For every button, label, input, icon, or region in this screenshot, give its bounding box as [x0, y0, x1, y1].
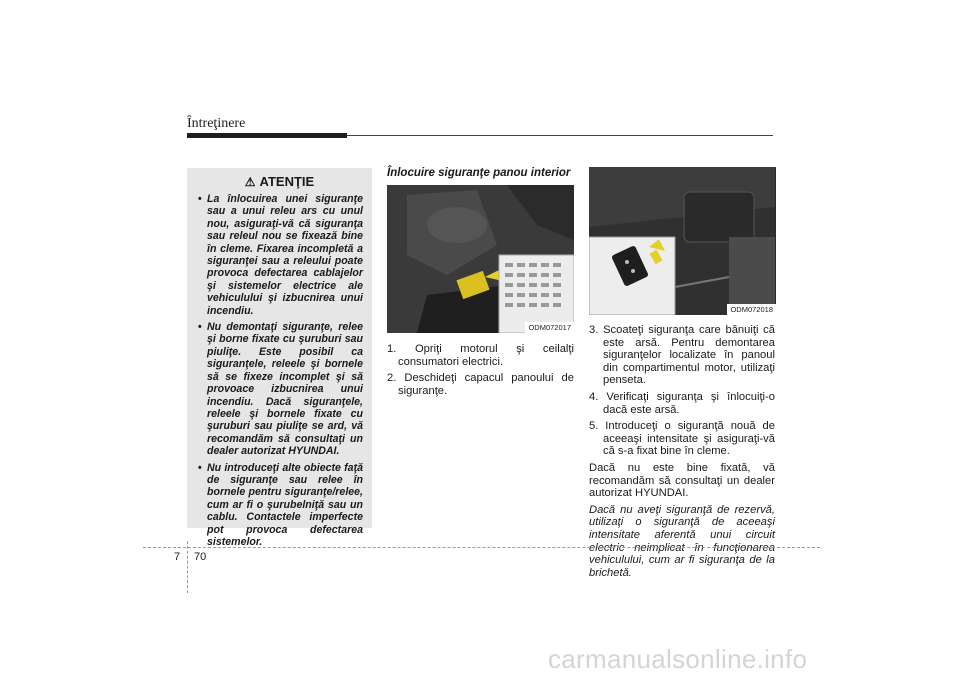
engine-photo-illustration	[589, 167, 775, 315]
step-item: 1. Opriţi motorul şi ceilalţi consumatori electrici.	[387, 343, 574, 368]
warning-title-text: ATENŢIE	[259, 174, 315, 189]
step-item: 5. Introduceţi o siguranţă nouă de aceeaşi intensitate şi asiguraţi-vă că s-a fixat bine în cleme.	[589, 420, 775, 458]
right-column	[589, 167, 775, 581]
step-item: 3. Scoateţi siguranţa care bănuiţi că este arsă. Pentru demontarea siguranţelor localizate în panoul din compartimentul motor, utilizaţi penseta.	[589, 324, 775, 387]
photo-caption: ODM072018	[727, 304, 776, 315]
interior-fuse-panel-photo	[387, 185, 574, 333]
photo-caption: ODM072017	[525, 322, 574, 333]
warning-box	[187, 168, 372, 548]
footer-rule	[143, 547, 820, 548]
spare-fuse-paragraph: Dacă nu aveţi siguranţă de rezervă, utilizaţi o siguranţă de aceeaşi intensitate aferentă unui circuit electric neimplicat în funcţionarea vehiculului, cum ar fi siguranţa de la brichetă.	[589, 503, 775, 579]
warning-item: • Nu introduceţi alte obiecte faţă de siguranţe sau relee în bornele pentru siguranţe/relee, cum ar fi o şurubelniţă sau un cablu. Contactele imperfecte pot provoca defectarea sistemelor.	[196, 462, 363, 549]
watermark: carmanualsonline.info	[548, 644, 808, 674]
warning-title	[196, 174, 363, 189]
warning-item: • La înlocuirea unei siguranţe sau a unui releu ars cu unul nou, asiguraţi-vă că siguranţa sau releul nou se fixează bine în cleme. Fixarea incompletă a siguranţei sau a releului poate provoca defectarea cablajelor şi sistemelor electrice ale vehiculului şi izbucnirea unui incendiu.	[196, 193, 363, 317]
chapter-title: Întreţinere	[187, 116, 246, 131]
steps-list-left	[387, 343, 574, 397]
step-item: 2. Deschideţi capacul panoului de siguranţe.	[387, 372, 574, 397]
section-title: Înlocuire siguranţe panou interior	[387, 167, 571, 179]
header-rule-thick	[187, 133, 347, 138]
engine-fuse-panel-photo	[589, 167, 776, 315]
note-paragraph: Dacă nu este bine fixată, vă recomandăm să consultaţi un dealer autorizat HYUNDAI.	[589, 461, 775, 500]
middle-column	[387, 167, 574, 401]
steps-list-right	[589, 324, 775, 458]
interior-photo-illustration	[387, 185, 574, 333]
warning-list	[196, 193, 363, 548]
warning-item: • Nu demontaţi siguranţe, relee şi borne fixate cu şuruburi sau piuliţe. Este posibil ca siguranţele, releele şi bornele să se fixeze incomplet şi să provoace izbucnirea unui incendiu. Dacă siguranţele, releele şi bornele fixate cu şuruburi sau piuliţe se ard, vă recomandăm să consultaţi un dealer autorizat HYUNDAI.	[196, 321, 363, 457]
footer-divider	[187, 541, 188, 593]
warning-triangle-icon: ⚠	[244, 175, 256, 189]
chapter-number: 7	[174, 551, 181, 563]
step-item: 4. Verificaţi siguranţa şi înlocuiţi-o dacă este arsă.	[589, 390, 775, 416]
header-rule-thin	[347, 135, 773, 136]
page-number: 70	[194, 551, 207, 563]
